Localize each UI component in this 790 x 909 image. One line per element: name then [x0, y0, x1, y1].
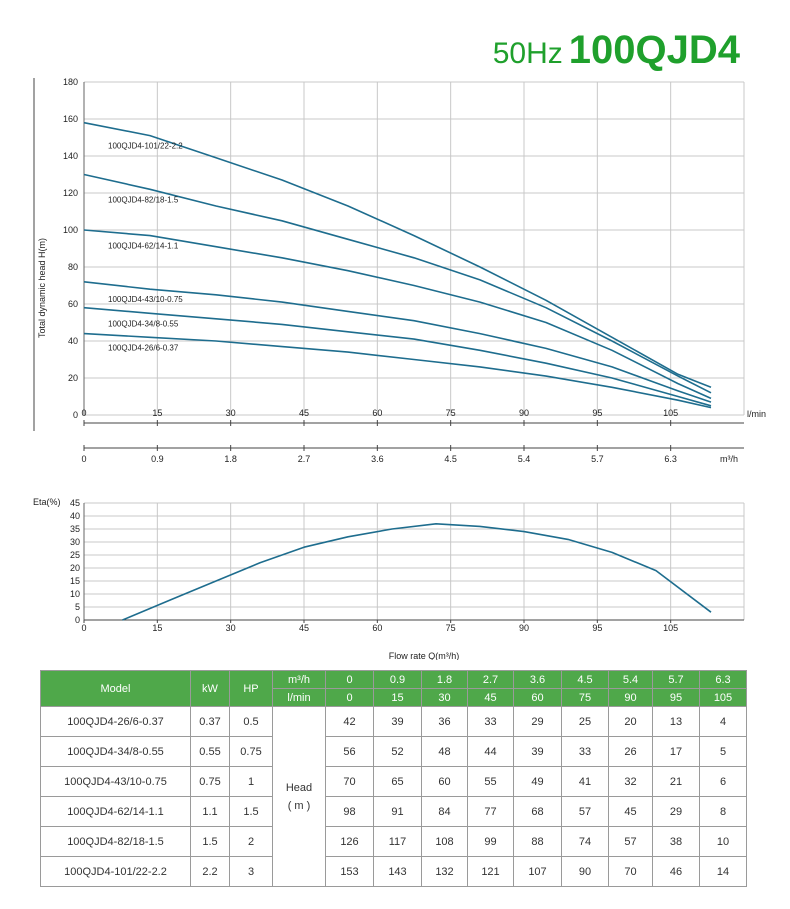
flow-m3h-header: 0	[326, 671, 374, 689]
kw-cell: 0.75	[191, 767, 230, 797]
y-tick-label: 40	[69, 511, 80, 521]
head-value-cell: 91	[374, 797, 422, 827]
head-value-cell: 45	[609, 797, 653, 827]
head-value-cell: 65	[374, 767, 422, 797]
x-unit-m3h: m³/h	[720, 454, 738, 464]
y-tick-label: 20	[69, 563, 80, 573]
head-value-cell: 107	[514, 857, 562, 887]
efficiency-curve-chart	[0, 495, 790, 660]
hp-cell: 2	[230, 827, 273, 857]
x-tick-label-m3h: 5.4	[517, 454, 531, 464]
flow-lmin-header: 105	[700, 689, 747, 707]
flow-m3h-header: 2.7	[468, 671, 514, 689]
x-tick-label: 0	[81, 623, 87, 633]
head-value-cell: 117	[374, 827, 422, 857]
head-value-cell: 126	[326, 827, 374, 857]
y-tick-label: 45	[69, 498, 80, 508]
head-axis-label: Total dynamic head H(m)	[37, 237, 47, 339]
table-row	[41, 797, 747, 827]
head-unit: ( m )	[287, 799, 311, 812]
head-value-cell: 39	[514, 737, 562, 767]
series-label: 100QJD4-82/18-1.5	[108, 195, 179, 205]
y-tick-label: 140	[62, 151, 78, 161]
x-tick-label: 60	[372, 623, 383, 633]
efficiency-curve-series	[123, 524, 712, 620]
hp-cell: 3	[230, 857, 273, 887]
flow-lmin-header: 30	[422, 689, 468, 707]
unit-lmin-header: l/min	[273, 689, 326, 707]
flow-m3h-header: 6.3	[700, 671, 747, 689]
head-value-cell: 56	[326, 737, 374, 767]
head-value-cell: 25	[562, 707, 609, 737]
efficiency-axis-label: Eta(%)	[33, 497, 61, 507]
kw-header: kW	[191, 671, 230, 707]
flow-m3h-header: 1.8	[422, 671, 468, 689]
model-cell: 100QJD4-26/6-0.37	[41, 707, 191, 737]
head-value-cell: 57	[609, 827, 653, 857]
model-series-label: 100QJD4	[568, 28, 740, 72]
x-tick-label-m3h: 4.5	[444, 454, 457, 464]
head-value-cell: 57	[562, 797, 609, 827]
head-value-cell: 26	[609, 737, 653, 767]
y-tick-label: 5	[74, 602, 80, 612]
model-cell: 100QJD4-101/22-2.2	[41, 857, 191, 887]
table-row	[41, 767, 747, 797]
hp-cell: 1.5	[230, 797, 273, 827]
y-tick-label: 10	[69, 589, 80, 599]
head-value-cell: 88	[514, 827, 562, 857]
head-chart-grid	[84, 82, 744, 415]
head-value-cell: 77	[468, 797, 514, 827]
head-value-cell: 33	[562, 737, 609, 767]
head-value-cell: 44	[468, 737, 514, 767]
table-header-row-m3h	[41, 671, 747, 689]
x-tick-label-lmin: 15	[152, 408, 163, 418]
head-value-cell: 36	[422, 707, 468, 737]
y-tick-label: 0	[74, 615, 80, 625]
flow-m3h-header: 4.5	[562, 671, 609, 689]
head-value-cell: 39	[374, 707, 422, 737]
series-label: 100QJD4-62/14-1.1	[108, 241, 179, 251]
chart-title	[493, 28, 740, 73]
head-curve-series	[84, 175, 711, 393]
head-value-cell: 121	[468, 857, 514, 887]
x-tick-label: 15	[152, 623, 163, 633]
head-value-cell: 32	[609, 767, 653, 797]
y-tick-label: 80	[67, 262, 78, 272]
x-tick-label-lmin: 75	[445, 408, 456, 418]
y-tick-label: 0	[72, 410, 78, 420]
x-tick-label-m3h: 3.6	[371, 454, 384, 464]
head-value-cell: 17	[653, 737, 700, 767]
model-cell: 100QJD4-34/8-0.55	[41, 737, 191, 767]
x-tick-label-m3h: 6.3	[664, 454, 677, 464]
kw-cell: 0.55	[191, 737, 230, 767]
y-tick-label: 160	[62, 114, 78, 124]
performance-table	[40, 670, 747, 887]
head-value-cell: 99	[468, 827, 514, 857]
head-value-cell: 14	[700, 857, 747, 887]
kw-cell: 1.1	[191, 797, 230, 827]
head-value-cell: 21	[653, 767, 700, 797]
kw-cell: 0.37	[191, 707, 230, 737]
flow-lmin-header: 15	[374, 689, 422, 707]
hp-cell: 0.75	[230, 737, 273, 767]
flow-m3h-header: 3.6	[514, 671, 562, 689]
head-value-cell: 132	[422, 857, 468, 887]
x-tick-label: 45	[298, 623, 310, 633]
x-tick-label-m3h: 0	[81, 454, 87, 464]
head-chart-labels	[108, 142, 183, 353]
hp-cell: 0.5	[230, 707, 273, 737]
y-tick-label: 15	[69, 576, 80, 586]
series-label: 100QJD4-34/8-0.55	[108, 319, 179, 329]
x-tick-label-m3h: 0.9	[151, 454, 164, 464]
head-value-cell: 70	[326, 767, 374, 797]
head-value-cell: 13	[653, 707, 700, 737]
head-value-cell: 49	[514, 767, 562, 797]
table-row	[41, 707, 747, 737]
x-tick-label-lmin: 95	[592, 408, 603, 418]
head-value-cell: 108	[422, 827, 468, 857]
flow-lmin-header: 95	[653, 689, 700, 707]
x-tick-label-lmin: 0	[81, 408, 87, 418]
table-row	[41, 827, 747, 857]
head-value-cell: 46	[653, 857, 700, 887]
efficiency-chart-grid	[84, 503, 744, 620]
y-tick-label: 60	[67, 299, 78, 309]
head-value-cell: 8	[700, 797, 747, 827]
head-label-cell	[273, 707, 326, 887]
head-value-cell: 6	[700, 767, 747, 797]
x-tick-label-lmin: 90	[518, 408, 530, 418]
head-value-cell: 4	[700, 707, 747, 737]
head-value-cell: 33	[468, 707, 514, 737]
head-value-cell: 20	[609, 707, 653, 737]
head-value-cell: 38	[653, 827, 700, 857]
x-tick-label-lmin: 60	[372, 408, 383, 418]
head-value-cell: 55	[468, 767, 514, 797]
head-value-cell: 143	[374, 857, 422, 887]
table-row	[41, 857, 747, 887]
table-body	[41, 707, 747, 887]
y-tick-label: 100	[62, 225, 78, 235]
head-value-cell: 60	[422, 767, 468, 797]
head-value-cell: 52	[374, 737, 422, 767]
head-value-cell: 68	[514, 797, 562, 827]
y-tick-label: 30	[69, 537, 80, 547]
series-label: 100QJD4-101/22-2.2	[108, 141, 183, 151]
x-tick-label-lmin: 45	[298, 408, 310, 418]
x-tick-label: 95	[592, 623, 603, 633]
efficiency-chart-curves	[123, 524, 712, 620]
head-value-cell: 74	[562, 827, 609, 857]
unit-m3h-header: m³/h	[273, 671, 326, 689]
flow-m3h-header: 5.7	[653, 671, 700, 689]
head-value-cell: 41	[562, 767, 609, 797]
flow-lmin-header: 45	[468, 689, 514, 707]
flow-m3h-header: 0.9	[374, 671, 422, 689]
series-label: 100QJD4-43/10-0.75	[108, 295, 183, 305]
model-cell: 100QJD4-43/10-0.75	[41, 767, 191, 797]
x-tick-label-m3h: 5.7	[591, 454, 604, 464]
head-value-cell: 90	[562, 857, 609, 887]
head-value-cell: 5	[700, 737, 747, 767]
y-tick-label: 35	[69, 524, 80, 534]
flow-lmin-header: 90	[609, 689, 653, 707]
head-label: Head	[285, 781, 313, 794]
y-tick-label: 20	[67, 373, 78, 383]
series-label: 100QJD4-26/6-0.37	[108, 343, 179, 353]
x-tick-label: 105	[663, 623, 679, 633]
flow-lmin-header: 60	[514, 689, 562, 707]
x-tick-label-m3h: 1.8	[224, 454, 237, 464]
head-curve-series	[84, 230, 711, 398]
head-value-cell: 48	[422, 737, 468, 767]
head-value-cell: 29	[653, 797, 700, 827]
x-tick-label: 75	[445, 623, 456, 633]
model-cell: 100QJD4-82/18-1.5	[41, 827, 191, 857]
x-tick-label-lmin: 30	[225, 408, 236, 418]
head-value-cell: 70	[609, 857, 653, 887]
head-curve-chart	[0, 70, 790, 540]
model-header: Model	[41, 671, 191, 707]
table-row	[41, 737, 747, 767]
head-value-cell: 84	[422, 797, 468, 827]
model-cell: 100QJD4-62/14-1.1	[41, 797, 191, 827]
head-value-cell: 10	[700, 827, 747, 857]
flow-lmin-header: 0	[326, 689, 374, 707]
x-tick-label: 30	[225, 623, 236, 633]
x-tick-label-m3h: 2.7	[297, 454, 311, 464]
flow-m3h-header: 5.4	[609, 671, 653, 689]
head-value-cell: 153	[326, 857, 374, 887]
head-value-cell: 42	[326, 707, 374, 737]
head-chart-curves	[84, 123, 711, 408]
hp-cell: 1	[230, 767, 273, 797]
head-value-cell: 29	[514, 707, 562, 737]
y-tick-label: 25	[69, 550, 80, 560]
x-tick-label: 90	[518, 623, 530, 633]
head-value-cell: 98	[326, 797, 374, 827]
kw-cell: 1.5	[191, 827, 230, 857]
y-tick-label: 120	[62, 188, 78, 198]
hp-header: HP	[230, 671, 273, 707]
flow-rate-axis-label: Flow rate Q(m³/h)	[388, 651, 460, 660]
flow-lmin-header: 75	[562, 689, 609, 707]
y-tick-label: 40	[67, 336, 78, 346]
y-tick-label: 180	[62, 77, 78, 87]
frequency-label: 50Hz	[492, 37, 563, 70]
x-unit-lmin: l/min	[747, 409, 767, 419]
x-tick-label-lmin: 105	[663, 408, 679, 418]
kw-cell: 2.2	[191, 857, 230, 887]
